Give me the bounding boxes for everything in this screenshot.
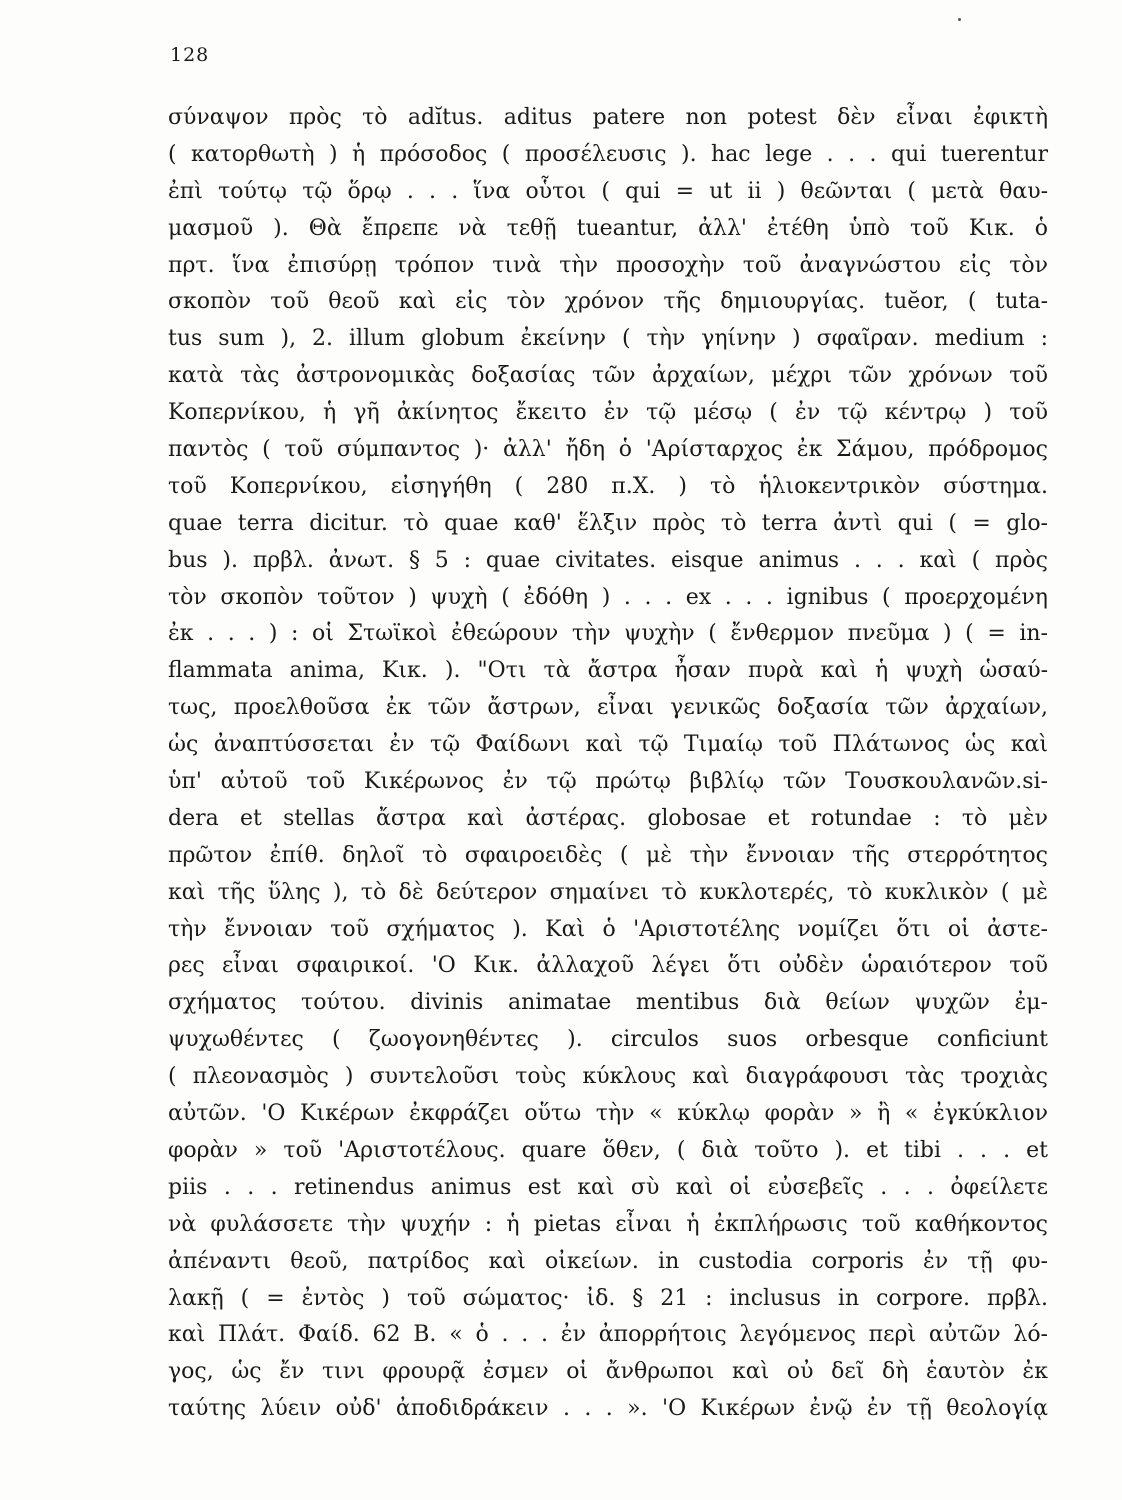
text-line: καὶ τῆς ὕλης ), τὸ δὲ δεύτερον σημαίνει τὸ κυκλοτερές, τὸ κυκλικὸν ( μὲ [168,879,1048,905]
text-line: πρτ. ἵνα ἐπισύρῃ τρόπον τινὰ τὴν προσοχὴν τοῦ ἀναγνώστου εἰς τὸν [168,252,1048,278]
text-line: σκοπὸν τοῦ θεοῦ καὶ εἰς τὸν χρόνον τῆς δημιουργίας. tuĕor, ( tuta- [168,289,1048,315]
text-line: ἐπὶ τούτῳ τῷ ὅρῳ . . . ἵνα οὗτοι ( qui = ut ii ) θεῶνται ( μετὰ θαυ- [168,178,1048,204]
text-line: tus sum ), 2. illum globum ἐκείνην ( τὴν γηίνην ) σφαῖραν. medium : [168,326,1048,352]
text-line: νὰ φυλάσσετε τὴν ψυχήν : ἡ pietas εἶναι ἡ ἐκπλήρωσις τοῦ καθήκοντος [168,1211,1048,1237]
text-line: dera et stellas ἄστρα καὶ ἀστέρας. globosae et rotundae : τὸ μὲν [168,805,1048,831]
text-line: γος, ὡς ἔν τινι φρουρᾷ ἐσμεν οἱ ἄνθρωποι καὶ οὐ δεῖ δὴ ἑαυτὸν ἐκ [168,1359,1048,1385]
text-line: σύναψον πρὸς τὸ adĭtus. aditus patere non potest δὲν εἶναι ἐφικτὴ [168,105,1048,130]
body-text [168,100,1048,1428]
text-line: ( κατορθωτὴ ) ἡ πρόσοδος ( προσέλευσις ). hac lege . . . qui tuerentur [168,141,1048,167]
text-line: σχήματος τούτου. divinis animatae mentibus διὰ θείων ψυχῶν ἐμ- [168,990,1048,1016]
text-line: quae terra dicitur. τὸ quae καθ' ἕλξιν πρὸς τὸ terra ἀντὶ qui ( = glo- [168,510,1048,536]
text-line: bus ). πρβλ. ἀνωτ. § 5 : quae civitates. eisque animus . . . καὶ ( πρὸς [168,547,1048,573]
text-line: Κοπερνίκου, ἡ γῆ ἀκίνητος ἔκειτο ἐν τῷ μέσῳ ( ἐν τῷ κέντρῳ ) τοῦ [168,400,1048,426]
text-line: ταύτης λύειν οὐδ' ἀποδιδράκειν . . . ». 'Ο Κικέρων ἐνῷ ἐν τῇ θεολογίᾳ [168,1396,1048,1422]
text-line: τως, προελθοῦσα ἐκ τῶν ἄστρων, εἶναι γενικῶς δοξασία τῶν ἀρχαίων, [168,695,1048,721]
text-line: φορὰν » τοῦ 'Αριστοτέλους. quare ὅθεν, ( διὰ τοῦτο ). et tibi . . . et [168,1137,1048,1163]
text-line: ρες εἶναι σφαιρικοί. 'Ο Κικ. ἀλλαχοῦ λέγει ὅτι οὐδὲν ὡραιότερον τοῦ [168,953,1048,979]
text-line: λακῇ ( = ἐντὸς ) τοῦ σώματος· ἰδ. § 21 : inclusus in corpore. πρβλ. [168,1285,1048,1311]
text-line: ὡς ἀναπτύσσεται ἐν τῷ Φαίδωνι καὶ τῷ Τιμαίῳ τοῦ Πλάτωνος ὡς καὶ [168,732,1048,758]
text-line: κατὰ τὰς ἀστρονομικὰς δοξασίας τῶν ἀρχαίων, μέχρι τῶν χρόνων τοῦ [168,363,1048,389]
text-line: τὴν ἔννοιαν τοῦ σχήματος ). Καὶ ὁ 'Αριστοτέλης νομίζει ὅτι οἱ ἀστε- [168,916,1048,942]
text-line: τὸν σκοπὸν τοῦτον ) ψυχὴ ( ἐδόθη ) . . . ex . . . ignibus ( προερχομένη [168,584,1048,610]
text-line: αὐτῶν. 'Ο Κικέρων ἐκφράζει οὕτω τὴν « κύκλῳ φορὰν » ἢ « ἐγκύκλιον [168,1101,1048,1127]
text-line: καὶ Πλάτ. Φαίδ. 62 Β. « ὁ . . . ἐν ἀπορρήτοις λεγόμενος περὶ αὐτῶν λό- [168,1322,1048,1348]
text-line: ἀπέναντι θεοῦ, πατρίδος καὶ οἰκείων. in custodia corporis ἐν τῇ φυ- [168,1248,1048,1274]
text-line: τοῦ Κοπερνίκου, εἰσηγήθη ( 280 π.Χ. ) τὸ ἡλιοκεντρικὸν σύστημα. [168,473,1048,499]
scan-speck [958,18,961,21]
text-line: flammata anima, Κικ. ). "Οτι τὰ ἄστρα ἦσαν πυρὰ καὶ ἡ ψυχὴ ὡσαύ- [168,658,1048,684]
page-number: 128 [170,44,210,66]
text-line: ἐκ . . . ) : οἱ Στωϊκοὶ ἐθεώρουν τὴν ψυχὴν ( ἔνθερμον πνεῦμα ) ( = in- [168,621,1048,647]
text-line: ὑπ' αὐτοῦ τοῦ Κικέρωνος ἐν τῷ πρώτῳ βιβλίῳ τῶν Τουσκουλανῶν.si- [168,769,1048,795]
text-line: παντὸς ( τοῦ σύμπαντος )· ἀλλ' ἤδη ὁ 'Αρίσταρχος ἐκ Σάμου, πρόδρομος [168,437,1048,463]
text-line: πρῶτον ἐπίθ. δηλοῖ τὸ σφαιροειδὲς ( μὲ τὴν ἔννοιαν τῆς στερρότητος [168,842,1048,868]
text-line: ( πλεονασμὸς ) συντελοῦσι τοὺς κύκλους καὶ διαγράφουσι τὰς τροχιὰς [168,1064,1048,1090]
text-line: ψυχωθέντες ( ζωογονηθέντες ). circulos suos orbesque conficiunt [168,1027,1048,1053]
text-line: μασμοῦ ). Θὰ ἔπρεπε νὰ τεθῇ tueantur, ἀλλ' ἐτέθη ὑπὸ τοῦ Κικ. ὁ [168,215,1048,241]
text-line: piis . . . retinendus animus est καὶ σὺ καὶ οἱ εὐσεβεῖς . . . ὀφείλετε [168,1174,1048,1200]
